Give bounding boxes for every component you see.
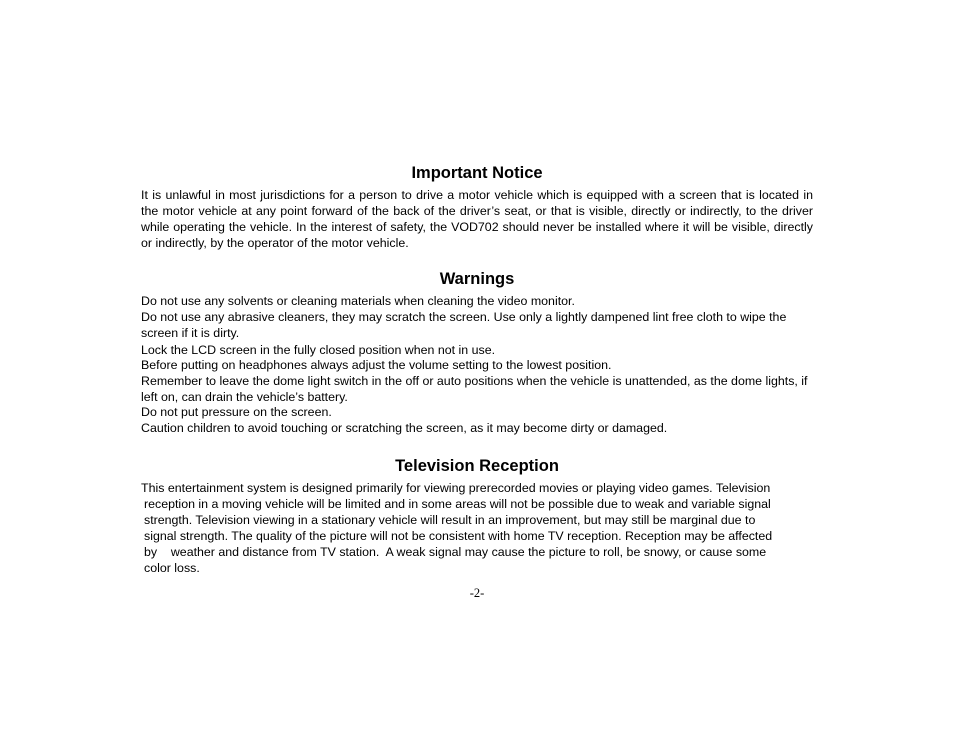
reception-line: strength. Television viewing in a stationary vehicle will result in an improvement, but may still be marginal due to — [144, 513, 756, 527]
warning-item: Do not use any abrasive cleaners, they may scratch the screen. Use only a lightly dampened lint free cloth to wipe the screen if it is dirty. — [141, 310, 787, 340]
warning-item: Remember to leave the dome light switch in the off or auto positions when the vehicle is unattended, as the dome lights, if left on, can drain the vehicle’s battery. — [141, 374, 808, 404]
warning-item: Do not use any solvents or cleaning materials when cleaning the video monitor. — [141, 294, 575, 308]
warning-item: Lock the LCD screen in the fully closed position when not in use. — [141, 343, 496, 357]
reception-line: reception in a moving vehicle will be limited and in some areas will not be possible due to weak and variable signal — [144, 497, 771, 511]
important-notice-heading: Important Notice — [411, 164, 543, 182]
reception-line: This entertainment system is designed primarily for viewing prerecorded movies or playing video games. Television — [141, 481, 771, 495]
page-number: -2- — [469, 586, 485, 600]
warning-item: Before putting on headphones always adjust the volume setting to the lowest position. — [141, 358, 612, 372]
important-notice-text: It is unlawful in most jurisdictions for a person to drive a motor vehicle which is equipped with a screen that is located in the motor vehicle at any point forward of the back of the driver’s seat, or that is visible, directly or indirectly, to the driver while operating the vehicle. In the interest of safety, the VOD702 should never be installed where it will be visible, directly or indirectly, by the operator of the motor vehicle. — [141, 188, 813, 250]
reception-line: by weather and distance from TV station. A weak signal may cause the picture to roll, be snowy, or cause some — [144, 545, 767, 559]
manual-page — [141, 0, 813, 738]
reception-line: color loss. — [144, 561, 200, 575]
reception-line: signal strength. The quality of the picture will not be consistent with home TV reception. Reception may be affected — [144, 529, 773, 543]
warnings-heading: Warnings — [439, 270, 515, 288]
television-reception-heading: Television Reception — [395, 457, 559, 475]
warning-item: Do not put pressure on the screen. — [141, 405, 332, 419]
warning-item: Caution children to avoid touching or scratching the screen, as it may become dirty or damaged. — [141, 421, 668, 435]
